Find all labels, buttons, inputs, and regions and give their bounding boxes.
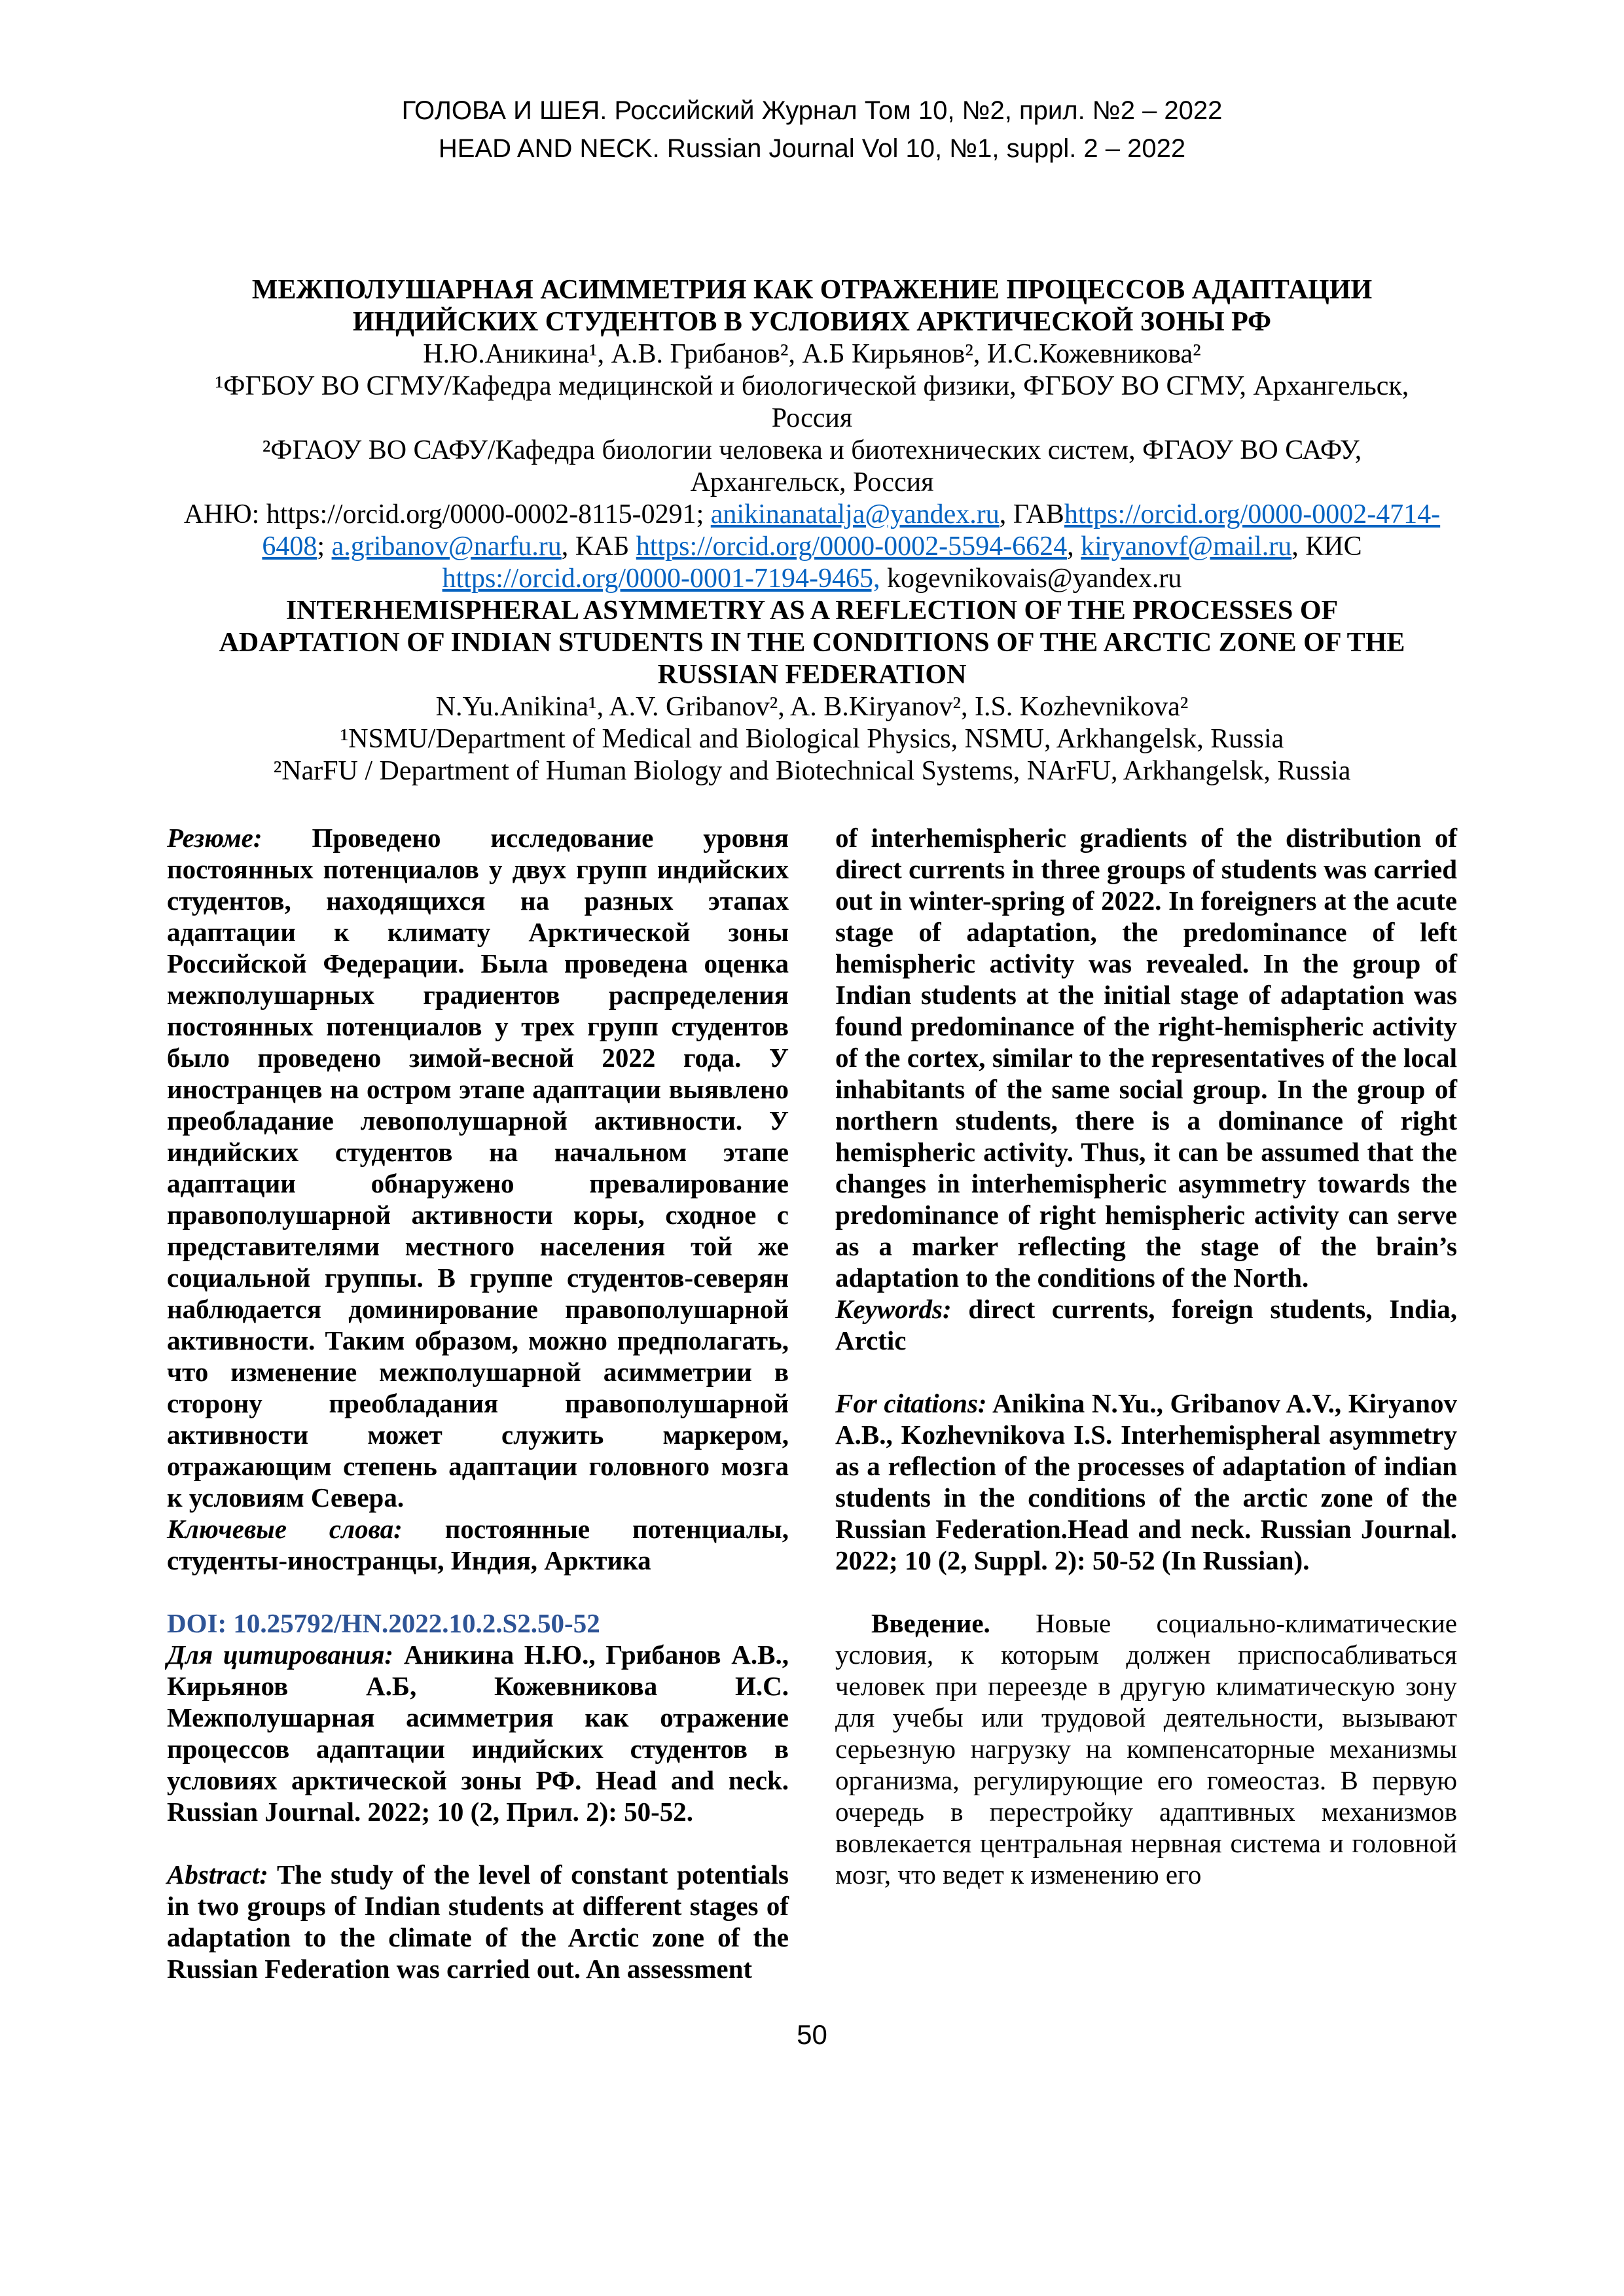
journal-header-ru: ГОЛОВА И ШЕЯ. Российский Журнал Том 10, №2, прил. №2 – 2022 xyxy=(401,96,1223,125)
authors-en: N.Yu.Anikina¹, A.V. Gribanov², A. B.Kiryanov², I.S. Kozhevnikova² xyxy=(435,692,1189,722)
text-run: АНЮ: https://orcid.org/0000-0002-8115-0291; xyxy=(183,499,711,529)
article-title-ru-line: ИНДИЙСКИХ СТУДЕНТОВ В УСЛОВИЯХ АРКТИЧЕСКОЙ ЗОНЫ РФ xyxy=(352,307,1272,337)
keywords-ru-paragraph xyxy=(167,1513,789,1576)
article-frontmatter xyxy=(0,274,1624,787)
keywords-en-paragraph xyxy=(835,1293,1457,1356)
journal-header xyxy=(0,0,1624,168)
right-column xyxy=(835,822,1457,1984)
citation-en-paragraph xyxy=(835,1388,1457,1576)
text-run: direct currents, foreign students, India, Arctic xyxy=(835,1294,1457,1355)
text-run: , ГАВ xyxy=(999,499,1064,529)
text-run: Abstract: xyxy=(167,1859,268,1890)
abstract-en-paragraph-part1 xyxy=(167,1859,789,1984)
orcid-link-gribanov[interactable]: https://orcid.org/0000-0002-4714- xyxy=(1064,499,1441,529)
article-title-ru-line: МЕЖПОЛУШАРНАЯ АСИММЕТРИЯ КАК ОТРАЖЕНИЕ ПРОЦЕССОВ АДАПТАЦИИ xyxy=(251,275,1373,305)
affiliation-ru-2-cont: Архангельск, Россия xyxy=(690,467,934,497)
page-number: 50 xyxy=(797,2019,827,2050)
email-link-kiryanov[interactable]: kiryanovf@mail.ru xyxy=(1081,531,1292,562)
orcid-line-3 xyxy=(0,563,1624,595)
text-run: Anikina N.Yu., Gribanov A.V., Kiryanov A.B., Kozhevnikova I.S. Interhemispheral asymmetry as a reflection of the processes of adaptation of indian students in the conditions of the arctic zone of the Russian Federation.Head and neck. Russian Journal. 2022; 10 (2, Suppl. 2): 50-52 (In Russian). xyxy=(835,1388,1457,1575)
orcid-line-2 xyxy=(0,531,1624,563)
text-run: Для цитирования: xyxy=(167,1640,394,1670)
text-run: Keywords: xyxy=(835,1294,952,1324)
article-title-ru xyxy=(0,274,1624,338)
text-run: Введение. xyxy=(871,1608,990,1638)
blank-line xyxy=(835,1576,1457,1607)
text-run: Проведено исследование уровня постоянных потенциалов у двух групп индийских студентов, находящихся на разных этапах адаптации к климату Арктической зоны Российской Федерации. Была проведена оценка межполушарных градиентов распределения постоянных потенциалов у трех групп студентов было проведено зимой-весной 2022 года. У иностранцев на остром этапе адаптации выявлено преобладание левополушарной активности. У индийских студентов на начальном этапе адаптации обнаружено превалирование правополушарной активности коры, сходное с представителями местного населения той же социальной группы. В группе студентов-северян наблюдается доминирование правополушарной активности. Таким образом, можно предполагать, что изменение межполушарной асимметрии в сторону преобладания правополушарной активности может служить маркером, отражающим степень адаптации головного мозга к условиям Севера. xyxy=(167,823,789,1513)
blank-line xyxy=(835,1356,1457,1388)
authors-ru: Н.Ю.Аникина¹, А.В. Грибанов², А.Б Кирьянов², И.С.Кожевникова² xyxy=(423,339,1201,369)
blank-line xyxy=(167,1576,789,1607)
orcid-link-gribanov-cont[interactable]: 6408 xyxy=(262,531,317,562)
text-run: , КИС xyxy=(1291,531,1362,562)
blank-line xyxy=(167,1827,789,1859)
left-column xyxy=(167,822,789,1984)
text-run: Резюме: xyxy=(167,823,262,853)
abstract-ru-paragraph xyxy=(167,822,789,1513)
citation-ru-paragraph xyxy=(167,1639,789,1827)
article-title-en-line: RUSSIAN FEDERATION xyxy=(657,660,967,690)
text-run: For citations: xyxy=(835,1388,987,1418)
orcid-link-kozhevnikova[interactable]: https://orcid.org/0000-0001-7194-9465, xyxy=(442,564,880,594)
text-run: , xyxy=(1067,531,1081,562)
affiliation-en-1: ¹NSMU/Department of Medical and Biological Physics, NSMU, Arkhangelsk, Russia xyxy=(340,724,1284,754)
affiliation-ru-1: ¹ФГБОУ ВО СГМУ/Кафедра медицинской и биологической физики, ФГБОУ ВО СГМУ, Архангельск, xyxy=(215,371,1409,401)
article-title-en-line: INTERHEMISPHERAL ASYMMETRY AS A REFLECTION OF THE PROCESSES OF xyxy=(285,596,1339,626)
doi-line: DOI: 10.25792/HN.2022.10.2.S2.50-52 xyxy=(167,1608,600,1638)
email-link-anikina[interactable]: anikinanatalja@yandex.ru xyxy=(710,499,1000,529)
text-run: The study of the level of constant potentials in two groups of Indian students at different stages of adaptation to the climate of the Arctic zone of the Russian Federation was carried out. An assessment xyxy=(167,1859,789,1984)
affiliation-en-2: ²NarFU / Department of Human Biology and Biotechnical Systems, NArFU, Arkhangelsk, Russia xyxy=(273,756,1351,786)
text-run: kogevnikovais@yandex.ru xyxy=(880,564,1182,594)
orcid-line-1 xyxy=(0,499,1624,531)
text-run: Аникина Н.Ю., Грибанов А.В., Кирьянов А.Б, Кожевникова И.С. Межполушарная асимметрия как отражение процессов адаптации индийских студентов в условиях арктической зоны РФ. Head and neck. Russian Journal. 2022; 10 (2, Прил. 2): 50-52. xyxy=(167,1640,789,1827)
article-title-en xyxy=(0,595,1624,691)
introduction-paragraph xyxy=(835,1607,1457,1890)
text-run: , КАБ xyxy=(561,531,636,562)
abstract-en-paragraph-part2: of interhemispheric gradients of the distribution of direct currents in three groups of students was carried out in winter-spring of 2022. In foreigners at the acute stage of adaptation, the predominance of left hemispheric activity was revealed. In the group of Indian students at the initial stage of adaptation was found predominance of the right-hemispheric activity of the cortex, similar to the representatives of the local inhabitants of the same social group. In the group of northern students, there is a dominance of right hemispheric activity. Thus, it can be assumed that the changes in interhemispheric asymmetry towards the predominance of right hemispheric activity can serve as a marker reflecting the stage of the brain’s adaptation to the conditions of the North. xyxy=(835,823,1457,1293)
orcid-link-kiryanov[interactable]: https://orcid.org/0000-0002-5594-6624 xyxy=(636,531,1068,562)
affiliation-ru-2: ²ФГАОУ ВО САФУ/Кафедра биологии человека и биотехнических систем, ФГАОУ ВО САФУ, xyxy=(262,435,1362,465)
text-run: Ключевые слова: xyxy=(167,1514,403,1544)
journal-header-en: HEAD AND NECK. Russian Journal Vol 10, №1, suppl. 2 – 2022 xyxy=(438,134,1186,163)
affiliation-ru-1-cont: Россия xyxy=(771,403,853,433)
text-run: постоянные потенциалы, студенты-иностранцы, Индия, Арктика xyxy=(167,1514,789,1575)
text-run: Новые социально-климатические условия, к которым должен приспосабливаться человек при переезде в другую климатическую зону для учебы или трудовой деятельности, вызывают серьезную нагрузку на компенсаторные механизмы организма, регулирующие его гомеостаз. В первую очередь в перестройку адаптивных механизмов вовлекается центральная нервная система и головной мозг, что ведет к изменению его xyxy=(835,1608,1457,1890)
email-link-gribanov[interactable]: a.gribanov@narfu.ru xyxy=(331,531,562,562)
article-title-en-line: ADAPTATION OF INDIAN STUDENTS IN THE CONDITIONS OF THE ARCTIC ZONE OF THE xyxy=(219,628,1405,658)
article-body xyxy=(167,822,1457,1984)
text-run: ; xyxy=(317,531,332,562)
